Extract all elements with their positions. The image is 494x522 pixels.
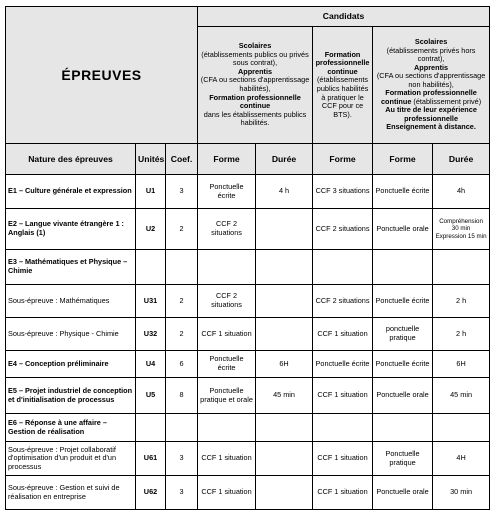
col-forme-1: Forme <box>198 144 256 175</box>
forme-cell: CCF 2 situations <box>198 209 256 250</box>
duree-cell <box>256 476 313 510</box>
table-row <box>6 414 490 442</box>
forme-cell: CCF 1 situation <box>198 318 256 351</box>
column-header-row <box>6 144 490 175</box>
epreuve-name: E2 – Langue vivante étrangère 1 : Anglais (1) <box>6 209 136 250</box>
coef-cell: 2 <box>166 318 198 351</box>
duree-cell: 6H <box>433 351 490 378</box>
forme-cell: CCF 1 situation <box>198 442 256 476</box>
unit-cell: U2 <box>136 209 166 250</box>
forme-cell: CCF 1 situation <box>313 318 373 351</box>
forme-cell: CCF 1 situation <box>198 476 256 510</box>
coef-cell: 8 <box>166 378 198 414</box>
duree-cell <box>256 318 313 351</box>
unit-cell: U61 <box>136 442 166 476</box>
col-coef: Coef. <box>166 144 198 175</box>
epreuves-table <box>5 6 490 510</box>
forme-cell: Ponctuelle orale <box>373 378 433 414</box>
epreuve-name: E4 – Conception préliminaire <box>6 351 136 378</box>
unit-cell: U62 <box>136 476 166 510</box>
forme-cell: CCF 2 situations <box>313 209 373 250</box>
table-title: ÉPREUVES <box>6 7 198 144</box>
candidat-group-2: Formation professionnelle continue (établissements publics habilités à pratiquer le CCF pour ce BTS). <box>313 27 373 144</box>
candidat-group-1: Scolaires (établissements publics ou privés sous contrat), Apprentis (CFA ou sections d'apprentissage habilités), Formation professionnelle continue dans les établissements publics habilités. <box>198 27 313 144</box>
coef-cell: 3 <box>166 476 198 510</box>
epreuve-name: Sous-épreuve : Gestion et suivi de réalisation en entreprise <box>6 476 136 510</box>
coef-cell: 3 <box>166 442 198 476</box>
forme-cell: ponctuelle pratique <box>373 318 433 351</box>
col-nature: Nature des épreuves <box>6 144 136 175</box>
table-row <box>6 476 490 510</box>
forme-cell: Ponctuelle écrite <box>313 351 373 378</box>
forme-cell: Ponctuelle pratique <box>373 442 433 476</box>
table-row <box>6 175 490 209</box>
forme-cell: Ponctuelle écrite <box>198 175 256 209</box>
candidats-header: Candidats <box>198 7 490 27</box>
duree-cell <box>256 442 313 476</box>
table-row <box>6 378 490 414</box>
candidat-group-3: Scolaires (établissements privés hors contrat), Apprentis (CFA ou sections d'apprentissage non habilités), Formation professionnelle continue (établissement privé) Au titre de leur expérience professionnelle Enseignement à distance. <box>373 27 490 144</box>
table-row <box>6 250 490 285</box>
forme-cell: Ponctuelle écrite <box>373 351 433 378</box>
epreuve-name: E1 – Culture générale et expression <box>6 175 136 209</box>
unit-cell: U4 <box>136 351 166 378</box>
duree-cell: 45 min <box>433 378 490 414</box>
forme-cell: CCF 2 situations <box>313 285 373 318</box>
table-row <box>6 318 490 351</box>
epreuve-name: Sous-épreuve : Physique - Chimie <box>6 318 136 351</box>
unit-cell: U31 <box>136 285 166 318</box>
table-row <box>6 209 490 250</box>
forme-cell: Ponctuelle écrite <box>373 175 433 209</box>
col-duree-3: Durée <box>433 144 490 175</box>
coef-cell: 2 <box>166 285 198 318</box>
forme-cell: CCF 3 situations <box>313 175 373 209</box>
epreuve-name: E3 – Mathématiques et Physique – Chimie <box>6 250 136 285</box>
duree-cell: 45 min <box>256 378 313 414</box>
duree-cell: 4H <box>433 442 490 476</box>
duree-cell: 2 h <box>433 285 490 318</box>
epreuve-name: E6 – Réponse à une affaire – Gestion de réalisation <box>6 414 136 442</box>
coef-cell: 6 <box>166 351 198 378</box>
duree-cell: 30 min <box>433 476 490 510</box>
table-row <box>6 351 490 378</box>
table-row <box>6 442 490 476</box>
duree-cell <box>256 285 313 318</box>
unit-cell: U5 <box>136 378 166 414</box>
forme-cell: Ponctuelle pratique et orale <box>198 378 256 414</box>
coef-cell: 3 <box>166 175 198 209</box>
epreuve-name: E5 – Projet industriel de conception et d'initialisation de processus <box>6 378 136 414</box>
duree-cell: 4 h <box>256 175 313 209</box>
duree-cell: 2 h <box>433 318 490 351</box>
forme-cell: CCF 1 situation <box>313 476 373 510</box>
unit-cell: U1 <box>136 175 166 209</box>
col-forme-3: Forme <box>373 144 433 175</box>
col-duree-1: Durée <box>256 144 313 175</box>
table-row <box>6 285 490 318</box>
forme-cell: Ponctuelle orale <box>373 209 433 250</box>
forme-cell: CCF 1 situation <box>313 378 373 414</box>
epreuve-name: Sous-épreuve : Projet collaboratif d'optimisation d'un produit et d'un processus <box>6 442 136 476</box>
duree-cell: 6H <box>256 351 313 378</box>
unit-cell: U32 <box>136 318 166 351</box>
coef-cell: 2 <box>166 209 198 250</box>
col-forme-2: Forme <box>313 144 373 175</box>
duree-cell: Compréhension 30 min Expression 15 min <box>433 209 490 250</box>
forme-cell: Ponctuelle orale <box>373 476 433 510</box>
epreuve-name: Sous-épreuve : Mathématiques <box>6 285 136 318</box>
forme-cell: Ponctuelle écrite <box>198 351 256 378</box>
forme-cell: Ponctuelle écrite <box>373 285 433 318</box>
col-unites: Unités <box>136 144 166 175</box>
forme-cell: CCF 2 situations <box>198 285 256 318</box>
duree-cell <box>256 209 313 250</box>
duree-cell: 4h <box>433 175 490 209</box>
forme-cell: CCF 1 situation <box>313 442 373 476</box>
